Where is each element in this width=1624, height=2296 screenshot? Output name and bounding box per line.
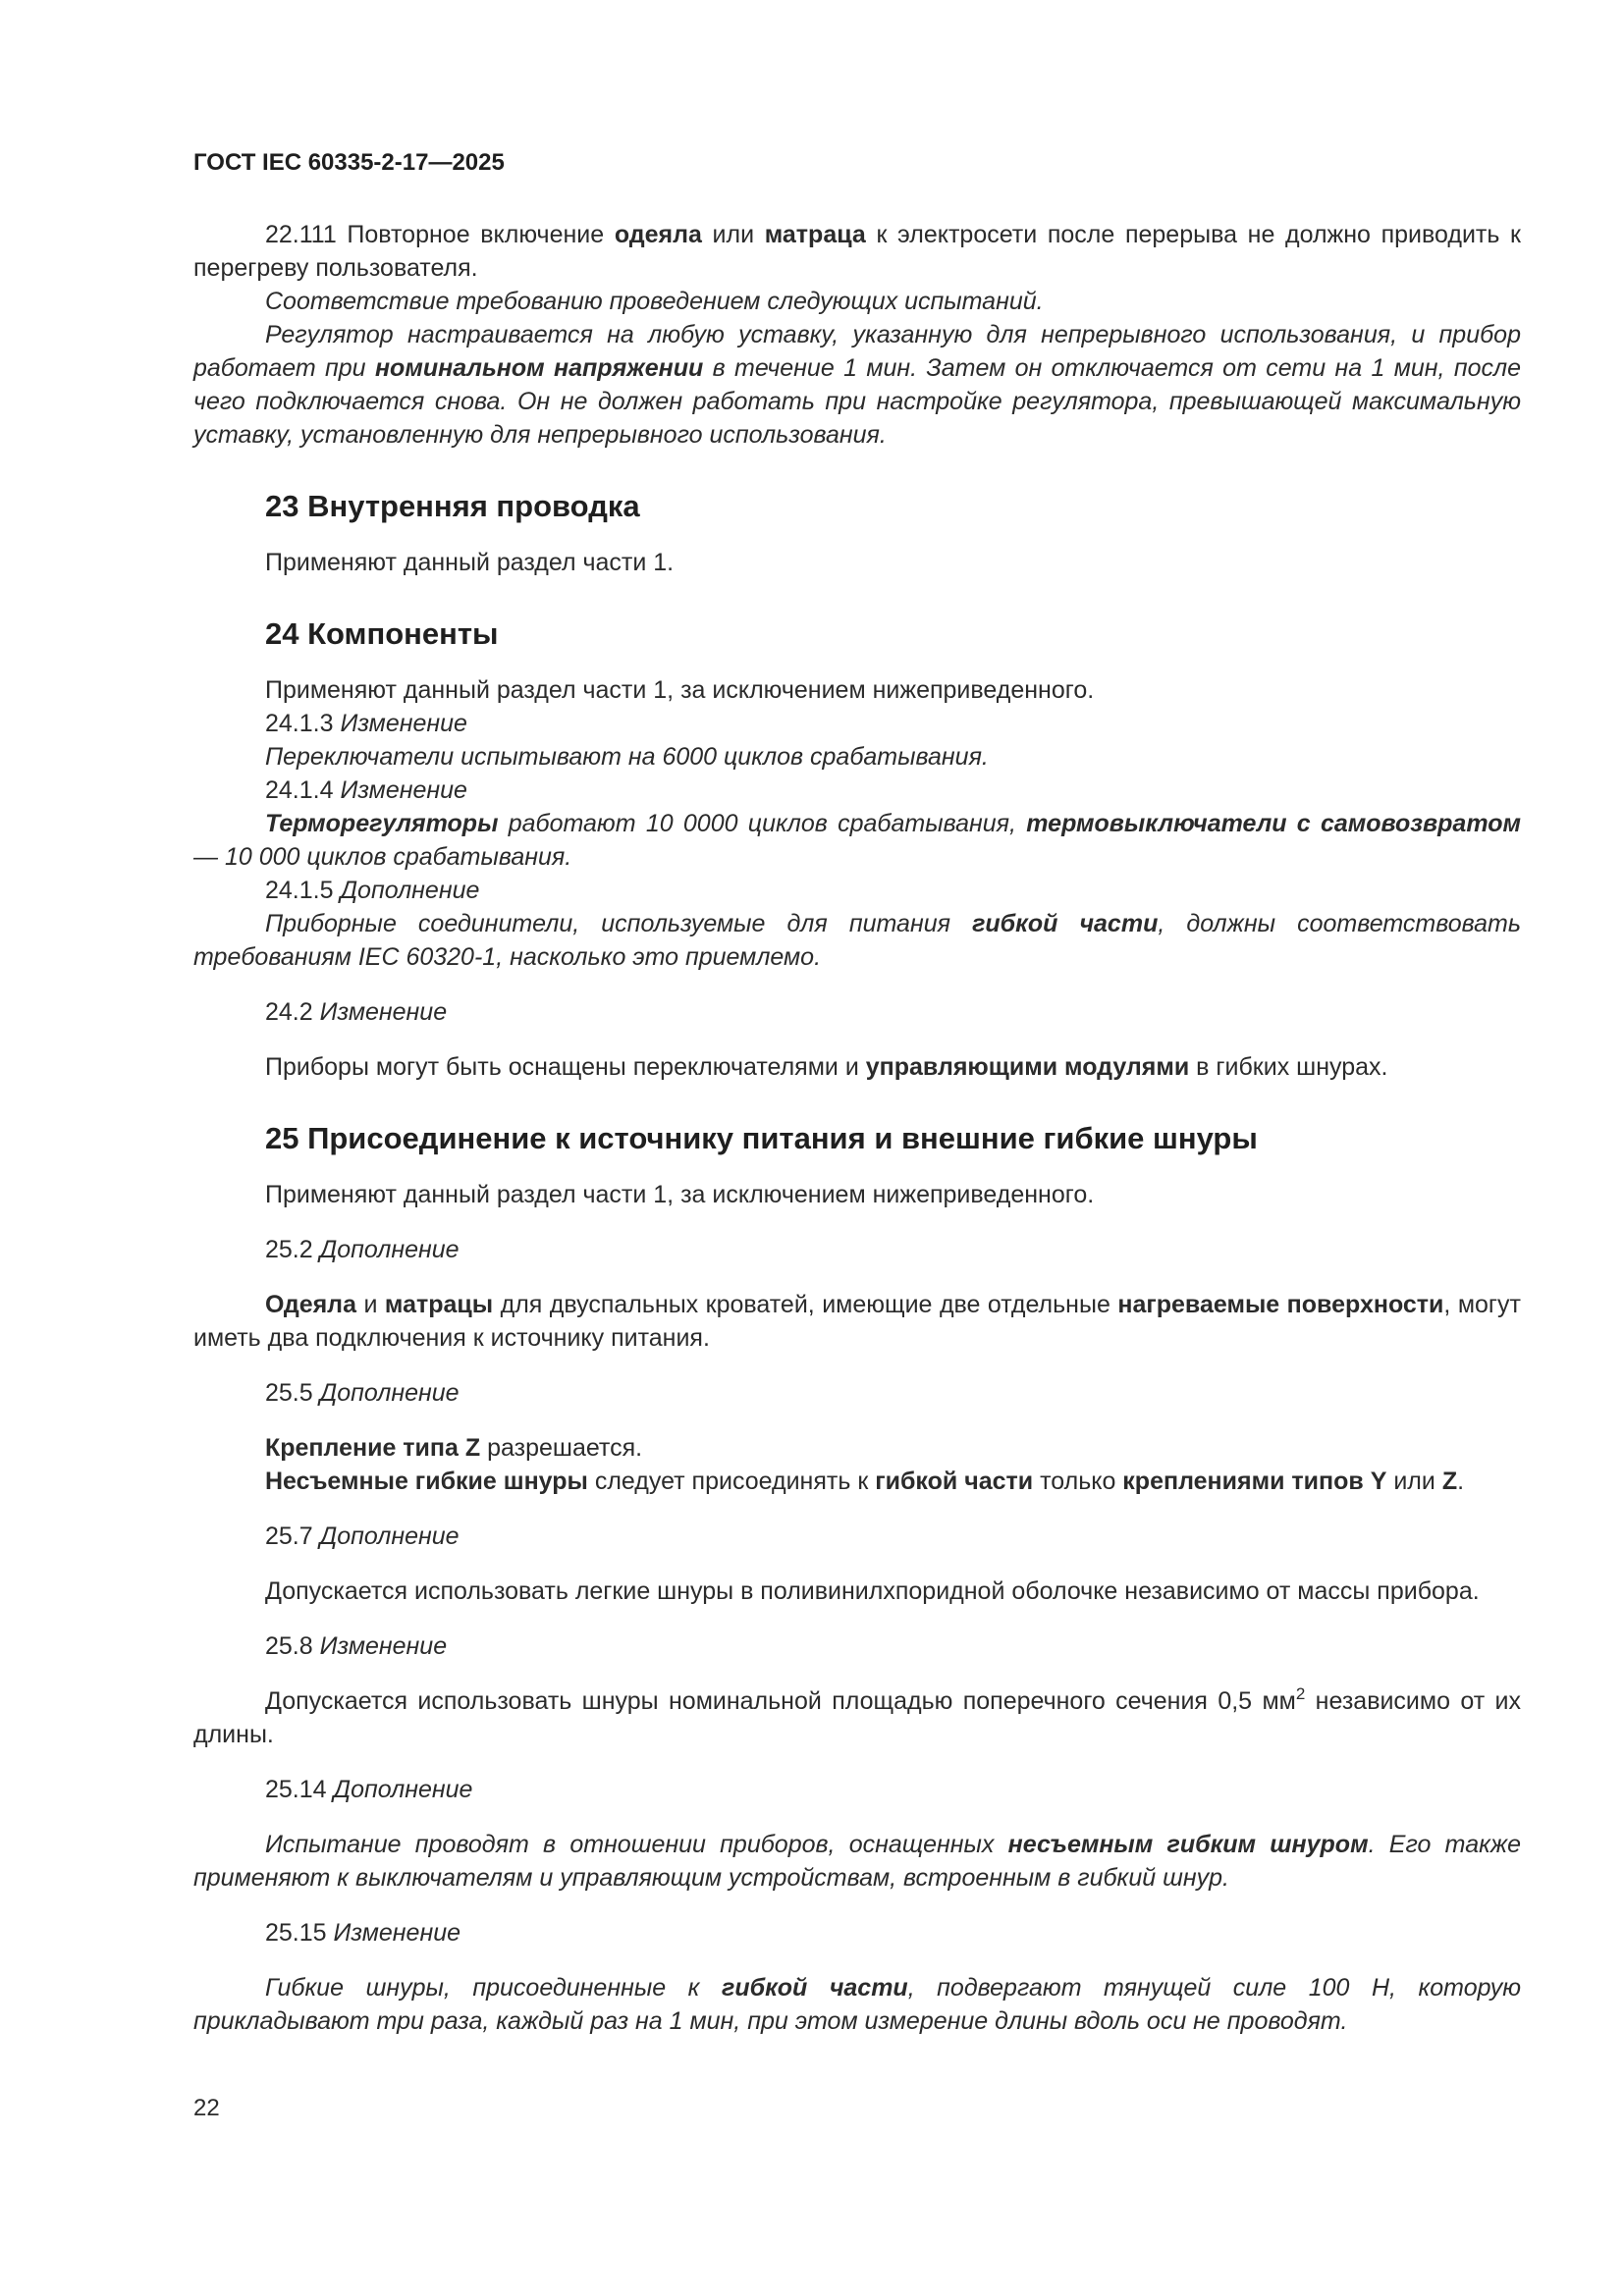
- clause-24-1-3-text: Переключатели испытывают на 6000 циклов срабатывания.: [265, 743, 989, 771]
- clause-25-15-text: Гибкие шнуры, присоединенные к гибкой части, подвергают тянущей силе 100 Н, которую прикладывают три раза, каждый раз на 1 мин, при этом измерение длины вдоль оси не проводят.: [193, 1974, 1521, 2035]
- clause-24-1-5-label: 24.1.5 Дополнение: [265, 877, 480, 904]
- clause-25-2-label: 25.2 Дополнение: [265, 1236, 460, 1263]
- clause-22-111: 22.111 Повторное включение одеяла или матраца к электросети после перерыва не должно приводить к перегреву пользователя.: [193, 221, 1521, 282]
- clause-25-5-text-1: Крепление типа Z разрешается.: [265, 1434, 643, 1462]
- clause-25-15-label: 25.15 Изменение: [265, 1919, 461, 1947]
- clause-24-1-3-label: 24.1.3 Изменение: [265, 710, 467, 737]
- section-25-intro: Применяют данный раздел части 1, за исключением нижеприведенного.: [265, 1181, 1095, 1208]
- clause-25-14-text: Испытание проводят в отношении приборов, оснащенных несъемным гибким шнуром. Его также применяют к выключателям и управляющим устройствам, встроенным в гибкий шнур.: [193, 1831, 1522, 1892]
- clause-25-2-text: Одеяла и матрацы для двуспальных кроватей, имеющие две отдельные нагреваемые поверхности, могут иметь два подключения к источнику питания.: [193, 1291, 1521, 1352]
- document-code-header: ГОСТ IEC 60335-2-17—2025: [193, 149, 505, 176]
- clause-24-1-4-text: Терморегуляторы работают 10 0000 циклов срабатывания, термовыключатели с самовозвратом — 10 000 циклов срабатывания.: [193, 810, 1521, 871]
- clause-25-8-label: 25.8 Изменение: [265, 1632, 448, 1660]
- section-25-heading: 25 Присоединение к источнику питания и внешние гибкие шнуры: [265, 1121, 1258, 1155]
- section-24-intro: Применяют данный раздел части 1, за исключением нижеприведенного.: [265, 676, 1095, 704]
- compliance-statement: Соответствие требованию проведением следующих испытаний.: [265, 288, 1044, 315]
- clause-25-7-label: 25.7 Дополнение: [265, 1522, 460, 1550]
- clause-24-2-text: Приборы могут быть оснащены переключателями и управляющими модулями в гибких шнурах.: [265, 1053, 1388, 1081]
- clause-25-8-text: Допускается использовать шнуры номинальной площадью поперечного сечения 0,5 $мм^2$ независимо от их длины.: [193, 1684, 1521, 1748]
- clause-25-5-label: 25.5 Дополнение: [265, 1379, 460, 1407]
- clause-25-7-text: Допускается использовать легкие шнуры в поливинилхпоридной оболочке независимо от массы прибора.: [265, 1577, 1480, 1605]
- clause-25-5-text-2: Несъемные гибкие шнуры следует присоединять к гибкой части только креплениями типов Y или Z.: [265, 1468, 1465, 1495]
- page-content: [193, 218, 1521, 2038]
- clause-24-2-label: 24.2 Изменение: [265, 998, 448, 1026]
- test-procedure: Регулятор настраивается на любую уставку, указанную для непрерывного использования, и прибор работает при номинальном напряжении в течение 1 мин. Затем он отключается от сети на 1 мин, после чего подключается снова. Он не должен работать при настройке регулятора, превышающей максимальную уставку, установленную для непрерывного использования.: [193, 321, 1521, 449]
- section-24-heading: 24 Компоненты: [265, 616, 499, 651]
- section-23-heading: 23 Внутренняя проводка: [265, 489, 640, 523]
- clause-24-1-5-text: Приборные соединители, используемые для питания гибкой части, должны соответствовать требованиям IEC 60320-1, насколько это приемлемо.: [193, 910, 1521, 971]
- section-23-text: Применяют данный раздел части 1.: [265, 549, 675, 576]
- page-number: 22: [193, 2095, 220, 2121]
- clause-24-1-4-label: 24.1.4 Изменение: [265, 776, 467, 804]
- clause-25-14-label: 25.14 Дополнение: [265, 1776, 473, 1803]
